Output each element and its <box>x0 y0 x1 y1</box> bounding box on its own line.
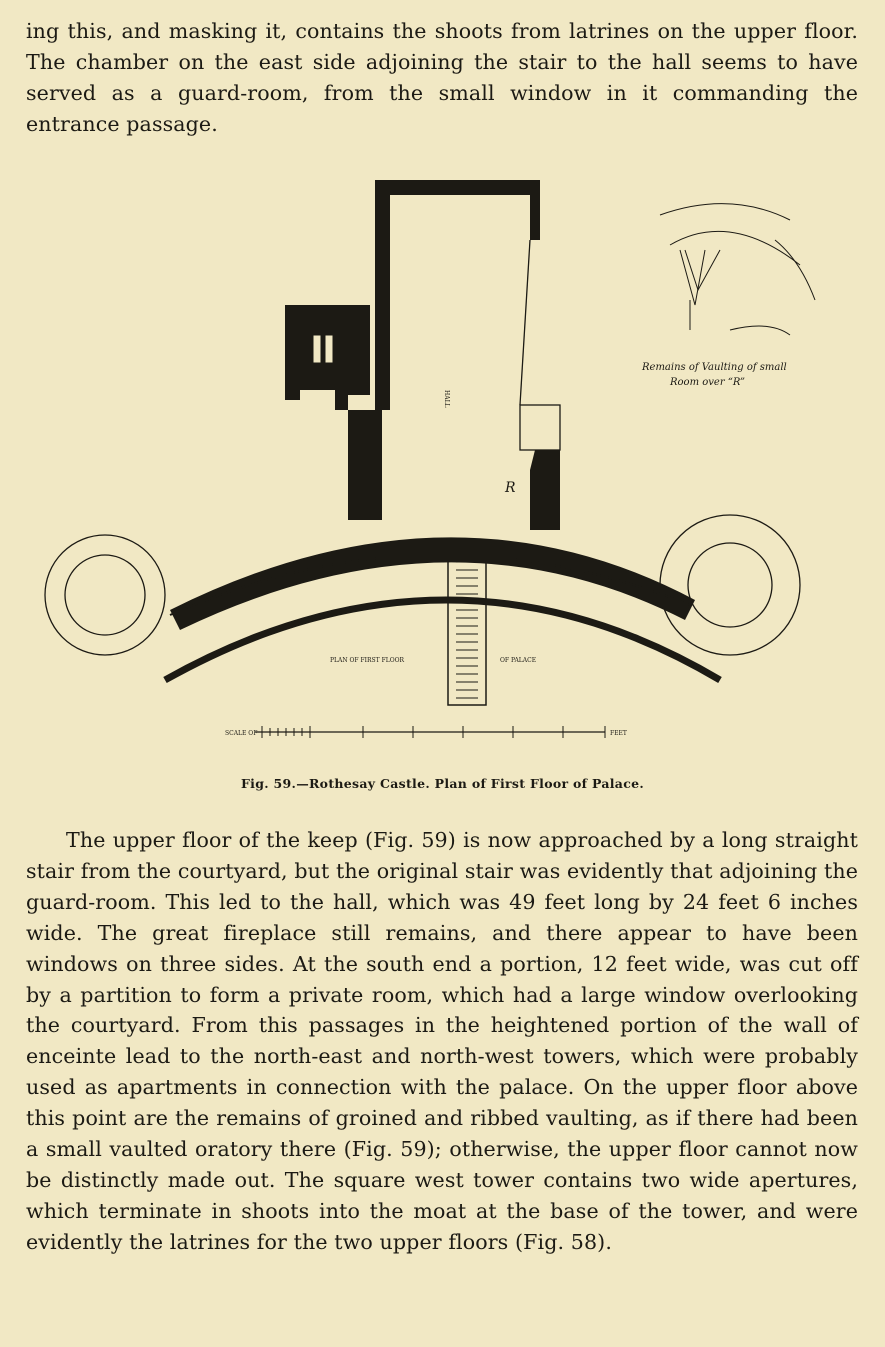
scale-label-left: SCALE OF <box>225 730 258 737</box>
figure-caption: Fig. 59.—Rothesay Castle. Plan of First Floor of Palace. <box>240 776 645 791</box>
keep-north-wall <box>375 180 540 240</box>
keep-west-wall-lower <box>348 410 382 520</box>
paragraph-top: ing this, and masking it, contains the shoots from latrines on the upper floor. The chamber on the east side adjoining the stair to the hall seems to have served as a guard-room, from the small window in it commanding the entrance passage. <box>26 19 858 136</box>
guard-room-opening-2 <box>325 335 333 363</box>
east-recess <box>520 405 560 450</box>
curtain-wall-lower <box>165 600 720 680</box>
plan-label-right: OF PALACE <box>500 657 537 664</box>
left-tower-inner-circle <box>65 555 145 635</box>
hall-label: HALL <box>443 390 450 408</box>
keep-west-wall-upper <box>375 230 390 410</box>
room-r-marker: R <box>505 480 516 496</box>
keep-east-wall <box>530 450 560 530</box>
floor-plan-drawing <box>30 170 860 770</box>
curtain-wall-outer <box>170 537 695 630</box>
right-tower-outer-circle <box>660 515 800 655</box>
right-tower-inner-circle <box>688 543 772 627</box>
keep-east-line <box>520 240 530 405</box>
inset-note-line1: Remains of Vaulting of small <box>642 362 787 373</box>
stair-treads <box>456 562 478 698</box>
left-tower-outer-circle <box>45 535 165 655</box>
guard-room-opening-1 <box>313 335 321 363</box>
vaulting-sketch <box>660 204 815 335</box>
inset-note-line2: Room over “R” <box>670 377 745 388</box>
paragraph-bottom: The upper floor of the keep (Fig. 59) is now approached by a long straight stair from the courtyard, but the original stair was evidently that adjoining the guard-room. This led to the hall, which was 49 feet long by 24 feet 6 inches wide. The great fireplace still remains, and there appear to have been windows on three sides. At the south end a portion, 12 feet wide, was cut off by a partition to form a private room, which had a large window overlooking the courtyard. From this passages in the heightened portion of the wall of enceinte lead to the north-east and north-west towers, which were probably used as apartments in connection with the palace. On the upper floor above this point are the remains of groined and ribbed vaulting, as if there had been a small vaulted oratory there (Fig. 59); otherwise, the upper floor cannot now be distinctly made out. The square west tower contains two wide apertures, which terminate in shoots into the moat at the base of the tower, and were evidently the latrines for the two upper floors (Fig. 58). <box>26 828 858 1254</box>
plan-label-left: PLAN OF FIRST FLOOR <box>330 657 405 664</box>
scale-label-right: FEET <box>610 730 627 737</box>
figure-59-plan <box>30 170 860 770</box>
